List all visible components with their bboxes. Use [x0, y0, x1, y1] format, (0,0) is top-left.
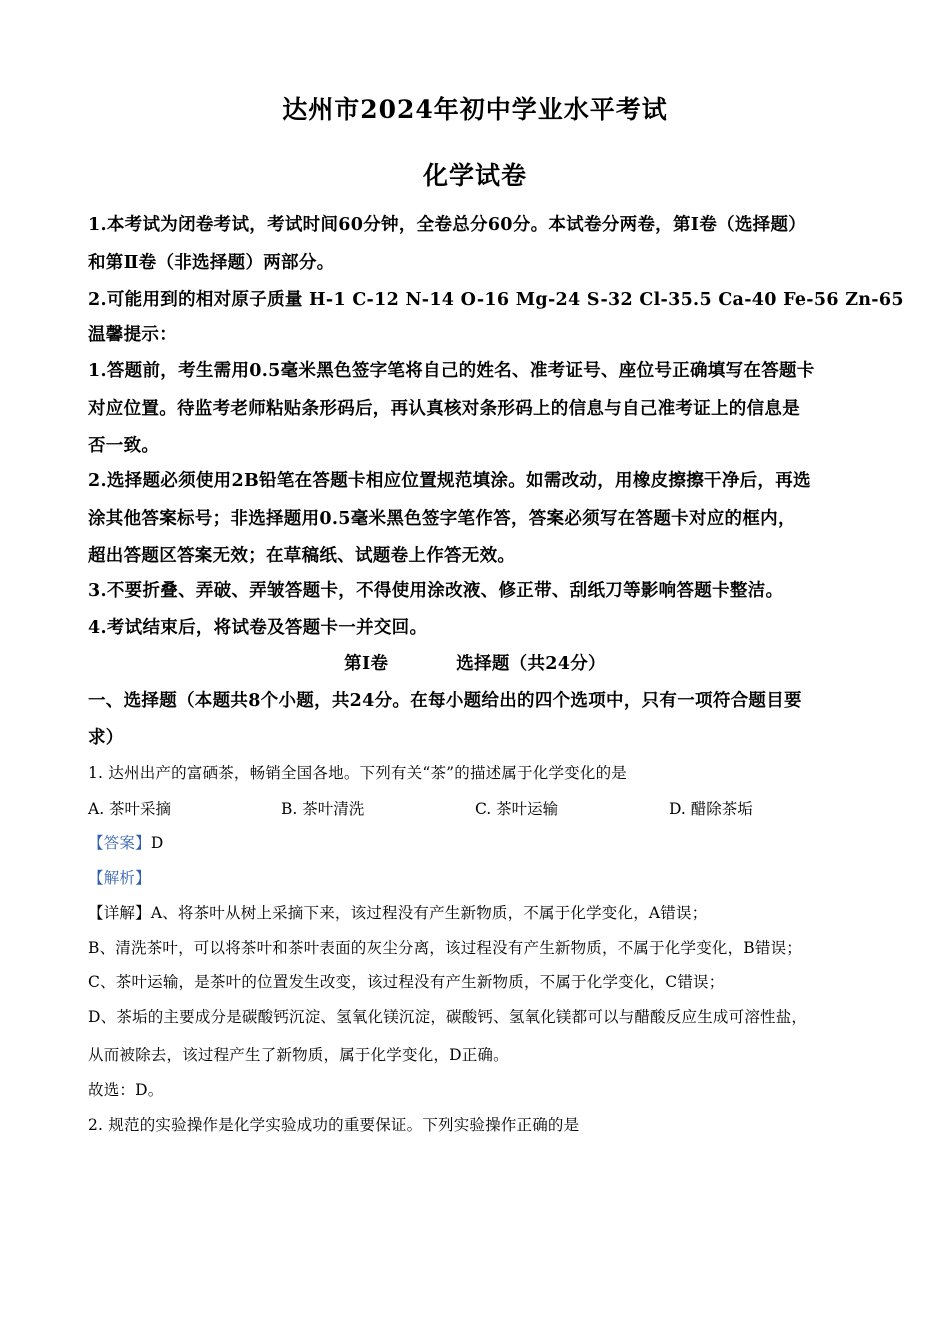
question-1-option-a: A. 茶叶采摘: [88, 800, 172, 818]
detail-d: D、茶垢的主要成分是碳酸钙沉淀、氢氧化镁沉淀，碳酸钙、氢氧化镁都可以与醋酸反应生成可溶性盐，: [88, 1008, 808, 1026]
tips-label: 温馨提示：: [88, 325, 177, 345]
instruction-2: 2.可能用到的相对原子质量 H-1 C-12 N-14 O-16 Mg-24 S-32 Cl-35.5 Ca-40 Fe-56 Zn-65: [88, 290, 904, 310]
instruction-1: 1.本考试为闭卷考试，考试时间60分钟，全卷总分60分。本试卷分两卷，第Ⅰ卷（选择题）: [88, 215, 807, 235]
analysis-tag: 【解析】: [88, 869, 151, 887]
question-1-option-b: B. 茶叶清洗: [281, 800, 365, 818]
section-heading-cont: 求）: [88, 728, 124, 748]
tip-4: 4.考试结束后，将试卷及答题卡一并交回。: [88, 618, 428, 638]
tip-3: 3.不要折叠、弄破、弄皱答题卡，不得使用涂改液、修正带、刮纸刀等影响答题卡整洁。: [88, 581, 784, 601]
page-title: 达州市2024年初中学业水平考试: [282, 95, 668, 124]
answer-value: D: [150, 834, 164, 852]
tip-2b: 涂其他答案标号；非选择题用0.5毫米黑色签字笔作答，答案必须写在答题卡对应的框内，: [88, 509, 796, 529]
instruction-1-cont: 和第Ⅱ卷（非选择题）两部分。: [88, 253, 335, 273]
part-title: 选择题（共24分）: [456, 654, 606, 674]
page-subtitle: 化学试卷: [422, 161, 527, 190]
part-label: 第Ⅰ卷: [344, 654, 389, 674]
tip-1c: 否一致。: [88, 436, 160, 456]
question-1-option-d: D. 醋除茶垢: [669, 800, 753, 818]
conclusion: 故选：D。: [88, 1081, 164, 1099]
question-1-option-c: C. 茶叶运输: [475, 800, 559, 818]
tip-1b: 对应位置。待监考老师粘贴条形码后，再认真核对条形码上的信息与自己准考证上的信息是: [88, 399, 800, 419]
tip-2c: 超出答题区答案无效；在草稿纸、试题卷上作答无效。: [88, 546, 516, 566]
detail-b: B、清洗茶叶，可以将茶叶和茶叶表面的灰尘分离，该过程没有产生新物质，不属于化学变化，B错误；: [88, 939, 802, 957]
detail-a-text: A、将茶叶从树上采摘下来，该过程没有产生新物质，不属于化学变化，A错误；: [150, 904, 708, 922]
tip-2a: 2.选择题必须使用2B铅笔在答题卡相应位置规范填涂。如需改动，用橡皮擦擦干净后，再选: [88, 471, 811, 491]
question-1-stem: 1. 达州出产的富硒茶，畅销全国各地。下列有关“茶”的描述属于化学变化的是: [88, 764, 627, 782]
detail-a: [88, 901, 707, 923]
answer-tag: 【答案】: [88, 834, 151, 852]
part-heading: [0, 650, 950, 675]
detail-tag: 【详解】: [88, 904, 151, 922]
detail-c: C、茶叶运输，是茶叶的位置发生改变，该过程没有产生新物质，不属于化学变化，C错误；: [88, 973, 725, 991]
question-2-stem: 2. 规范的实验操作是化学实验成功的重要保证。下列实验操作正确的是: [88, 1116, 580, 1134]
tip-1a: 1.答题前，考生需用0.5毫米黑色签字笔将自己的姓名、准考证号、座位号正确填写在答题卡: [88, 361, 815, 381]
section-heading: 一、选择题（本题共8个小题，共24分。在每小题给出的四个选项中，只有一项符合题目要: [88, 691, 802, 711]
answer-line: [88, 831, 163, 853]
detail-d-cont: 从而被除去，该过程产生了新物质，属于化学变化，D正确。: [88, 1046, 509, 1064]
